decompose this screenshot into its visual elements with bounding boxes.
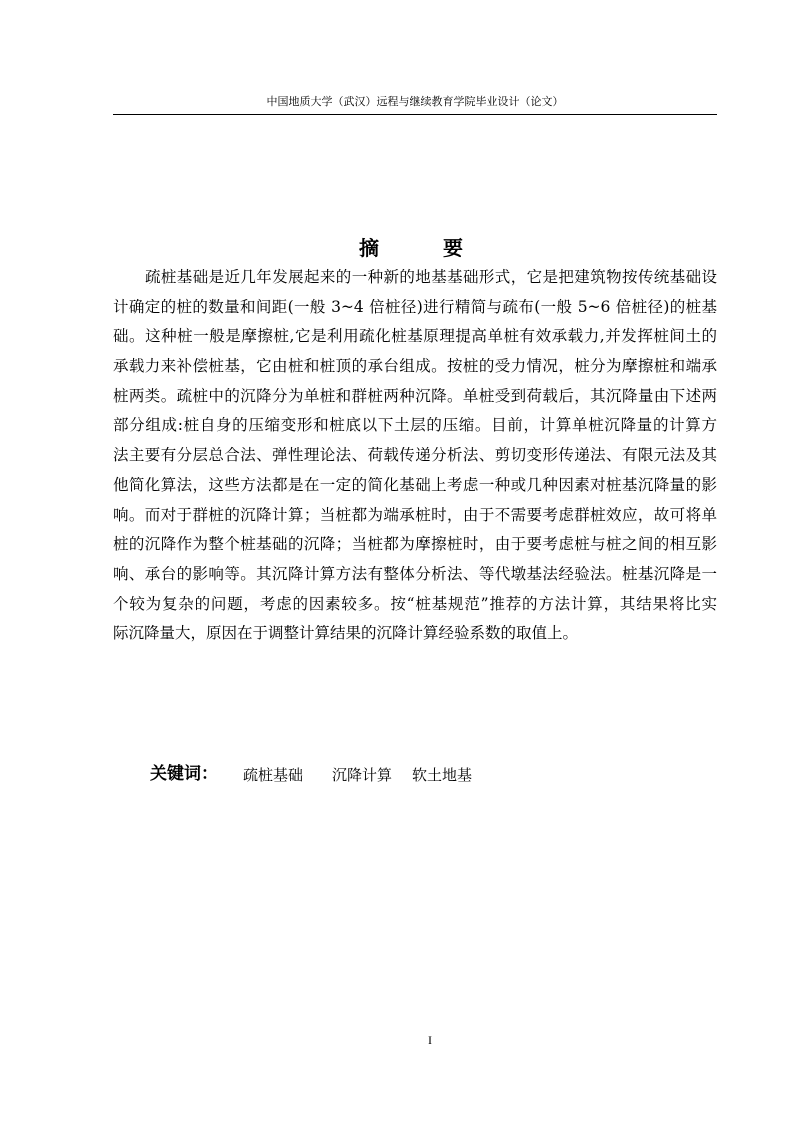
abstract-line: 部分组成:桩自身的压缩变形和桩底以下土层的压缩。目前，计算单桩沉降量的计算方: [113, 416, 717, 435]
abstract-line: 个较为复杂的问题，考虑的因素较多。按“桩基规范”推荐的方法计算，其结果将比实: [113, 594, 717, 613]
abstract-line: 桩两类。疏桩中的沉降分为单桩和群桩两种沉降。单桩受到荷载后，其沉降量由下述两: [113, 386, 717, 405]
page-number: I: [428, 1033, 432, 1047]
abstract-body: [113, 263, 717, 649]
abstract-line: 际沉降量大，原因在于调整计算结果的沉降计算经验系数的取值上。: [113, 624, 579, 643]
abstract-line: 疏桩基础是近几年发展起来的一种新的地基基础形式，它是把建筑物按传统基础设: [145, 268, 717, 286]
running-header: 中国地质大学（武汉）远程与继续教育学院毕业设计（论文）: [113, 93, 717, 115]
abstract-heading: 摘 要: [359, 236, 471, 260]
keyword: 疏桩基础: [243, 766, 304, 784]
abstract-line: 础。这种桩一般是摩擦桩,它是利用疏化桩基原理提高单桩有效承载力,并发挥桩间土的: [113, 327, 717, 346]
abstract-line: 响。而对于群桩的沉降计算；当桩都为端承桩时，由于不需要考虑群桩效应，故可将单: [113, 505, 717, 524]
keyword: 沉降计算: [332, 766, 393, 784]
abstract-line: 桩的沉降作为整个桩基础的沉降；当桩都为摩擦桩时，由于要考虑桩与桩之间的相互影: [113, 535, 717, 554]
abstract-line: 法主要有分层总合法、弹性理论法、荷载传递分析法、剪切变形传递法、有限元法及其: [113, 446, 717, 465]
abstract-line: 计确定的桩的数量和间距(一般 3~4 倍桩径)进行精简与疏布(一般 5~6 倍桩径)的桩基: [113, 297, 717, 316]
abstract-line: 承载力来补偿桩基，它由桩和桩顶的承台组成。按桩的受力情况，桩分为摩擦桩和端承: [113, 357, 717, 376]
keywords-label: 关键词：: [150, 764, 218, 784]
abstract-line: 响、承台的影响等。其沉降计算方法有整体分析法、等代墩基法经验法。桩基沉降是一: [113, 564, 717, 583]
abstract-line: 他简化算法，这些方法都是在一定的简化基础上考虑一种或几种因素对桩基沉降量的影: [113, 475, 717, 494]
keyword: 软土地基: [412, 766, 473, 784]
